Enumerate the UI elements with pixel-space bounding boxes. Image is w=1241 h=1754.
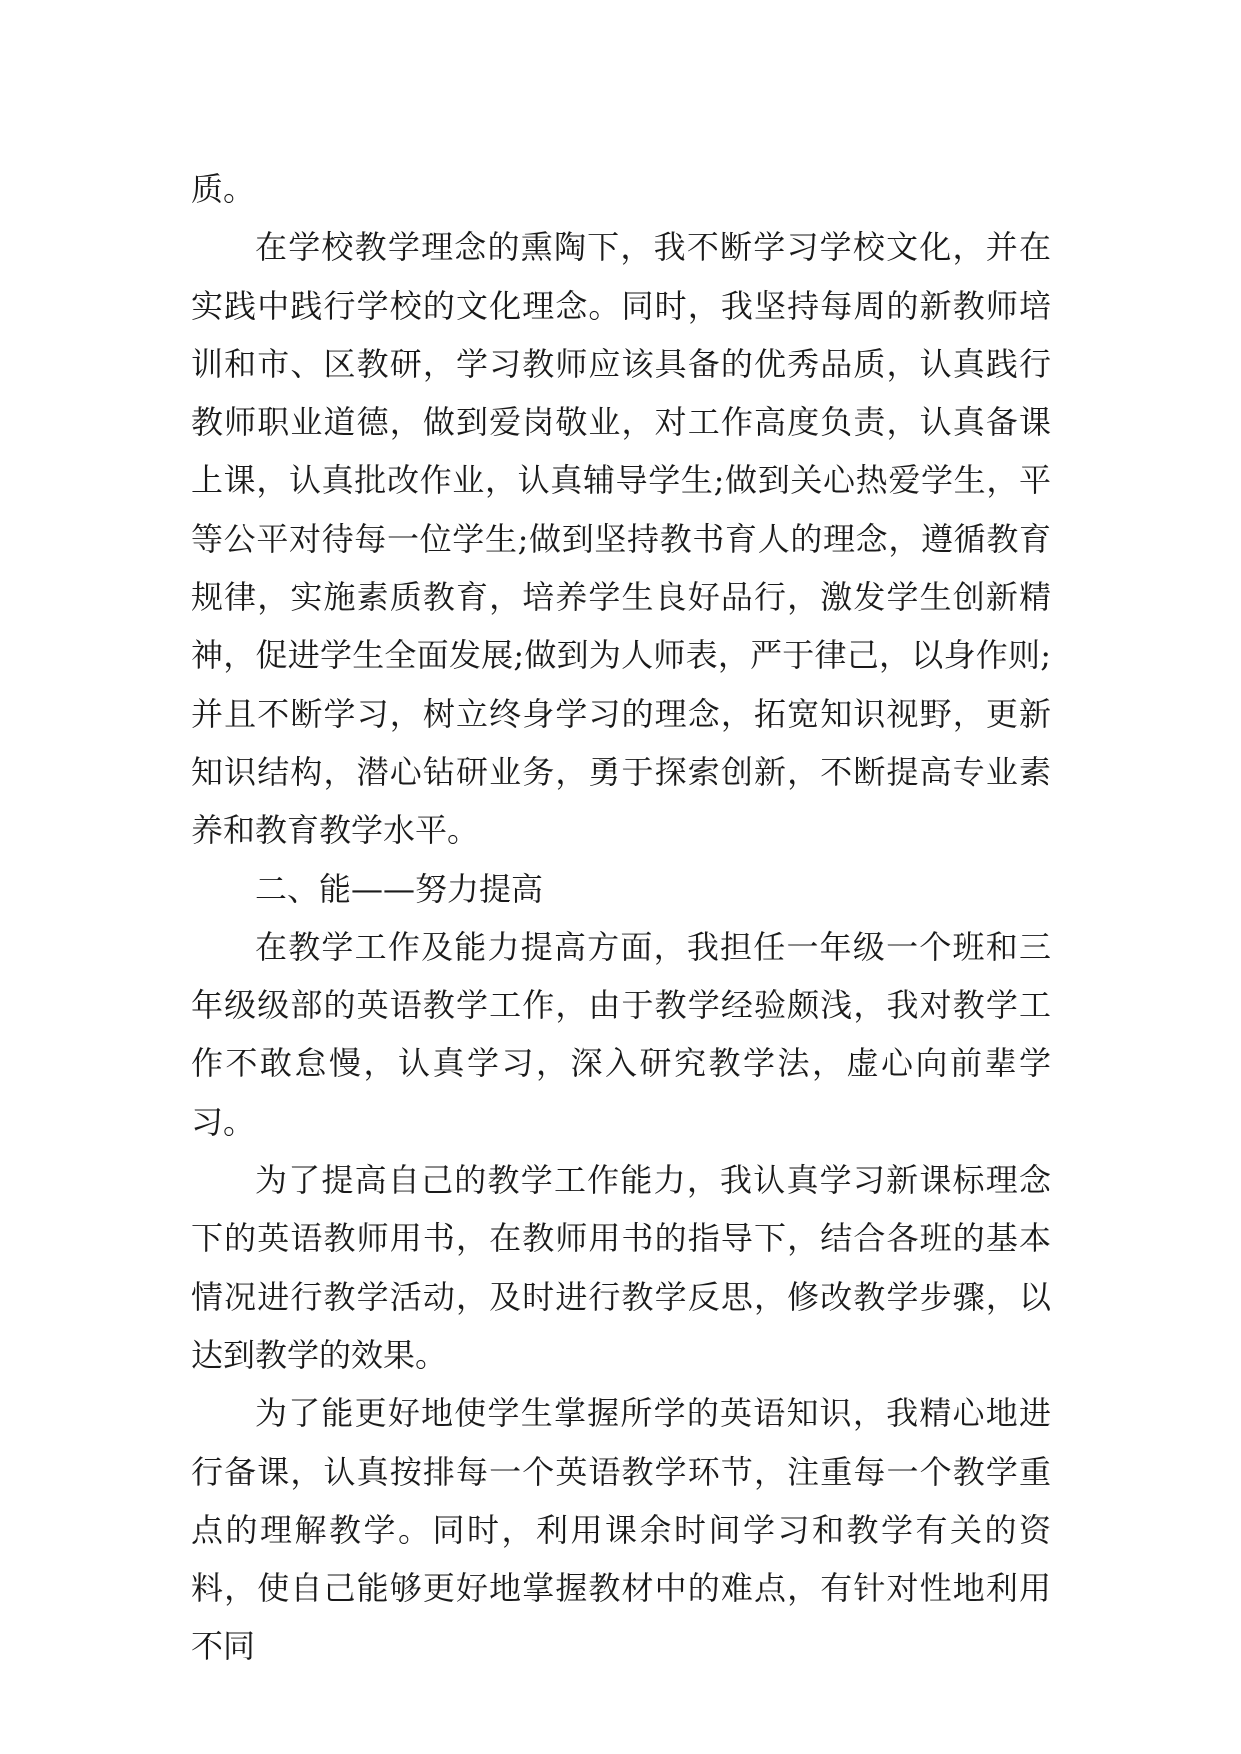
paragraph-teaching-work: 在教学工作及能力提高方面，我担任一年级一个班和三年级级部的英语教学工作，由于教学经验颇浅，我对教学工作不敢怠慢，认真学习，深入研究教学法，虚心向前辈学习。 bbox=[191, 927, 1051, 1141]
paragraph-lesson-preparation: 为了能更好地使学生掌握所学的英语知识，我精心地进行备课，认真按排每一个英语教学环节，注重每一个教学重点的理解教学。同时，利用课余时间学习和教学有关的资料，使自己能够更好地掌握教材中的难点，有针对性地利用不同 bbox=[191, 1394, 1051, 1666]
document-body bbox=[191, 160, 1051, 1676]
section-heading-ability: 二、能——努力提高 bbox=[255, 869, 544, 908]
paragraph-continuation: 质。 bbox=[191, 170, 256, 208]
paragraph-school-culture: 在学校教学理念的熏陶下，我不断学习学校文化，并在实践中践行学校的文化理念。同时，我坚持每周的新教师培训和市、区教研，学习教师应该具备的优秀品质，认真践行教师职业道德，做到爱岗敬业，对工作高度负责，认真备课上课，认真批改作业，认真辅导学生;做到关心热爱学生，平等公平对待每一位学生;做到坚持教书育人的理念，遵循教育规律，实施素质教育，培养学生良好品行，激发学生创新精神，促进学生全面发展;做到为人师表，严于律己，以身作则;并且不断学习，树立终身学习的理念，拓宽知识视野，更新知识结构，潜心钻研业务，勇于探索创新，不断提高专业素养和教育教学水平。 bbox=[191, 228, 1051, 850]
paragraph-teaching-ability: 为了提高自己的教学工作能力，我认真学习新课标理念下的英语教师用书，在教师用书的指导下，结合各班的基本情况进行教学活动，及时进行教学反思，修改教学步骤，以达到教学的效果。 bbox=[191, 1161, 1051, 1374]
